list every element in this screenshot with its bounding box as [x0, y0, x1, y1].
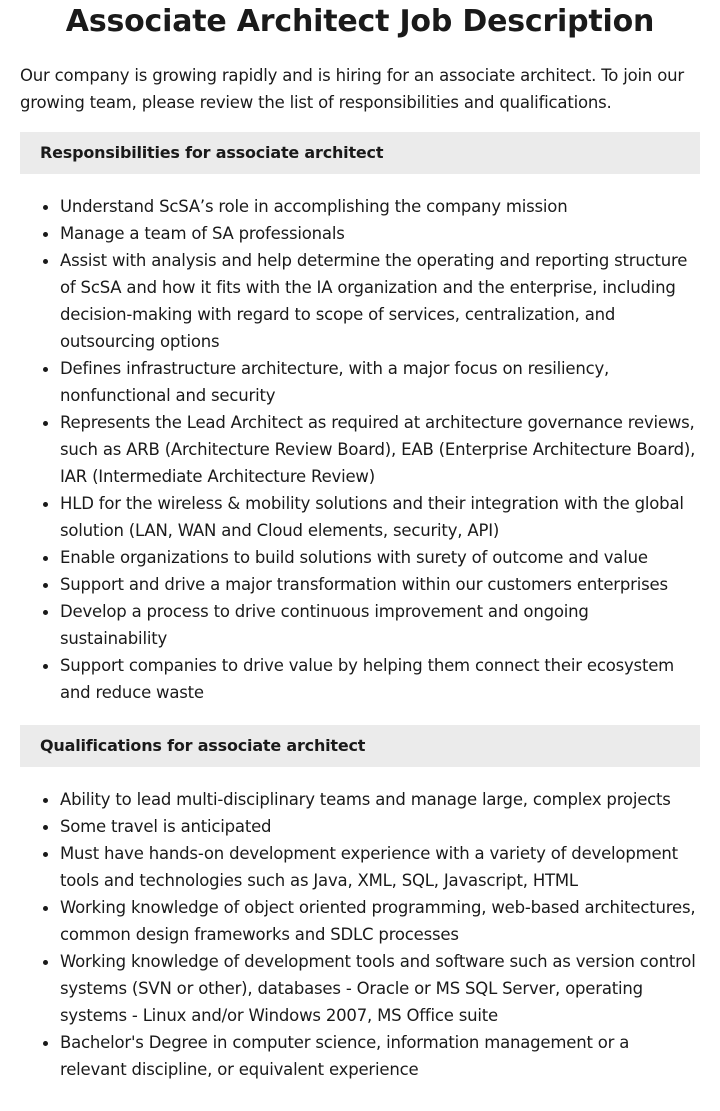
responsibility-item: Develop a process to drive continuous improvement and ongoing sustainability	[60, 598, 700, 652]
responsibility-item: Understand ScSA’s role in accomplishing the company mission	[60, 193, 700, 220]
responsibilities-heading: Responsibilities for associate architect	[20, 132, 700, 174]
qualification-item: Working knowledge of object oriented programming, web-based architectures, common design frameworks and SDLC processes	[60, 894, 700, 948]
responsibility-item: Support and drive a major transformation within our customers enterprises	[60, 571, 700, 598]
responsibility-item: Assist with analysis and help determine the operating and reporting structure of ScSA and how it fits with the IA organization and the enterprise, including decision-making with regard to scope of services, centralization, and outsourcing options	[60, 247, 700, 355]
responsibilities-list	[20, 193, 700, 706]
qualification-item: Must have hands-on development experience with a variety of development tools and technologies such as Java, XML, SQL, Javascript, HTML	[60, 840, 700, 894]
responsibility-item: Defines infrastructure architecture, with a major focus on resiliency, nonfunctional and security	[60, 355, 700, 409]
responsibility-item: Represents the Lead Architect as required at architecture governance reviews, such as ARB (Architecture Review Board), EAB (Enterprise Architecture Board), IAR (Intermediate Architecture Review)	[60, 409, 700, 490]
qualifications-list	[20, 786, 700, 1083]
qualification-item: Bachelor's Degree in computer science, information management or a relevant discipline, or equivalent experience	[60, 1029, 700, 1083]
responsibility-item: Support companies to drive value by helping them connect their ecosystem and reduce waste	[60, 652, 700, 706]
qualification-item: Working knowledge of development tools and software such as version control systems (SVN or other), databases - Oracle or MS SQL Server, operating systems - Linux and/or Windows 2007, MS Office suite	[60, 948, 700, 1029]
qualification-item: Some travel is anticipated	[60, 813, 700, 840]
intro-paragraph: Our company is growing rapidly and is hiring for an associate architect. To join our growing team, please review the list of responsibilities and qualifications.	[20, 66, 684, 112]
page-title: Associate Architect Job Description	[65, 4, 655, 39]
responsibility-item: HLD for the wireless & mobility solutions and their integration with the global solution (LAN, WAN and Cloud elements, security, API)	[60, 490, 700, 544]
qualifications-heading: Qualifications for associate architect	[20, 725, 700, 767]
qualification-item: Ability to lead multi-disciplinary teams and manage large, complex projects	[60, 786, 700, 813]
responsibility-item: Enable organizations to build solutions with surety of outcome and value	[60, 544, 700, 571]
responsibility-item: Manage a team of SA professionals	[60, 220, 700, 247]
